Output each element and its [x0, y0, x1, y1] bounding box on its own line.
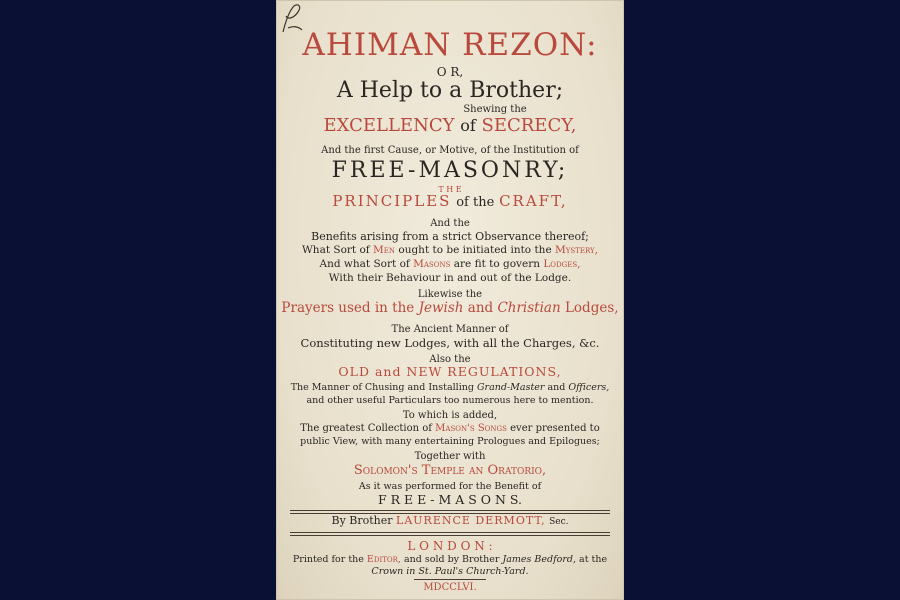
printed-text: Printed for the	[292, 554, 364, 565]
st-pauls-text: in St. Paul's Church-Yard.	[406, 566, 529, 577]
performed-line: As it was performed for the Benefit of	[358, 481, 542, 492]
masons-songs-word: Mason's Songs	[435, 423, 507, 434]
of-word: of	[460, 116, 476, 135]
editor-word: Editor,	[366, 554, 401, 565]
particulars-line: and other useful Particulars too numerous here to mention.	[306, 395, 594, 406]
crown-word: Crown	[371, 566, 404, 577]
grand-master-word: Grand-Master	[476, 382, 545, 393]
regulations-line: OLD and NEW REGULATIONS,	[338, 364, 562, 379]
what-sort-masons-line	[276, 259, 624, 270]
presented-text: ever presented to	[510, 423, 600, 434]
mystery-word: Mystery,	[555, 244, 598, 256]
jewish-word: Jewish	[418, 300, 464, 316]
principles-word: PRINCIPLES	[332, 192, 452, 210]
title-page	[276, 0, 624, 600]
masons-word: Masons	[413, 258, 451, 270]
secrecy-word: SECRECY,	[481, 115, 577, 136]
public-view-line: public View, with many entertaining Prologues and Epilogues;	[300, 436, 600, 447]
lodges-word: Lodges,	[543, 258, 581, 270]
crown-line	[276, 567, 624, 577]
ancient-line: The Ancient Manner of	[391, 324, 509, 335]
excellency-word: EXCELLENCY	[323, 115, 455, 136]
greatest-text: The greatest Collection of	[300, 423, 432, 434]
together-line: Together with	[414, 451, 486, 462]
excellency-line	[276, 117, 624, 135]
fit-govern-text: are fit to govern	[453, 258, 540, 270]
chusing-line	[276, 383, 624, 393]
principles-line	[276, 194, 624, 209]
sec-text: Sec.	[549, 517, 569, 527]
initiated-text: ought to be initiated into the	[398, 244, 552, 256]
prayers-line	[276, 302, 624, 316]
free-masons-line: F R E E - M A S O N S.	[378, 492, 522, 507]
and-word-2: and	[547, 382, 566, 393]
lodges-word-2: Lodges,	[564, 300, 619, 316]
shewing-line: Shewing the	[463, 104, 527, 115]
or-line: O R,	[436, 65, 464, 79]
benefits-line: Benefits arising from a strict Observance thereof;	[311, 230, 589, 243]
officers-word: Officers,	[568, 382, 610, 393]
greatest-line	[276, 424, 624, 434]
craft-word: CRAFT,	[499, 192, 568, 210]
and-word: and	[467, 300, 494, 316]
book-title: AHIMAN REZON:	[302, 27, 598, 63]
constituting-line: Constituting new Lodges, with all the Charges, &c.	[300, 336, 600, 350]
at-the-text: at the	[579, 554, 608, 565]
year-rule	[414, 579, 486, 580]
year-line: MDCCLVI.	[423, 582, 477, 593]
solomon-line: Solomon's Temple an Oratorio,	[353, 463, 547, 478]
freemasonry-line: FREE-MASONRY;	[331, 158, 569, 183]
printed-line	[276, 555, 624, 565]
divider-rule-2	[290, 532, 610, 536]
author-name: LAURENCE DERMOTT,	[396, 514, 546, 527]
by-brother-text: By Brother	[331, 514, 393, 527]
sold-text: and sold by Brother	[403, 554, 500, 565]
of-the-word: of the	[456, 195, 495, 210]
likewise-line: Likewise the	[417, 289, 483, 300]
subtitle: A Help to a Brother;	[336, 78, 564, 103]
behaviour-line: With their Behaviour in and out of the Lodge.	[328, 272, 572, 284]
and-the-line: And the	[430, 218, 470, 229]
to-which-line: To which is added,	[402, 410, 498, 421]
the-line: T H E	[438, 185, 462, 194]
men-word: Men	[373, 244, 396, 256]
manner-text: The Manner of Chusing and Installing	[290, 382, 474, 393]
london-line: L O N D O N :	[407, 539, 493, 553]
what-sort-text: What Sort of	[302, 244, 370, 256]
by-brother-line	[276, 515, 624, 527]
christian-word: Christian	[497, 300, 561, 316]
first-cause-line: And the first Cause, or Motive, of the Institution of	[321, 145, 579, 156]
what-sort-text-2: And what Sort of	[319, 258, 410, 270]
bedford-name: James Bedford,	[502, 554, 576, 565]
prayers-text: Prayers used in the	[281, 300, 415, 316]
what-sort-men-line	[276, 245, 624, 256]
also-line: Also the	[429, 354, 471, 365]
